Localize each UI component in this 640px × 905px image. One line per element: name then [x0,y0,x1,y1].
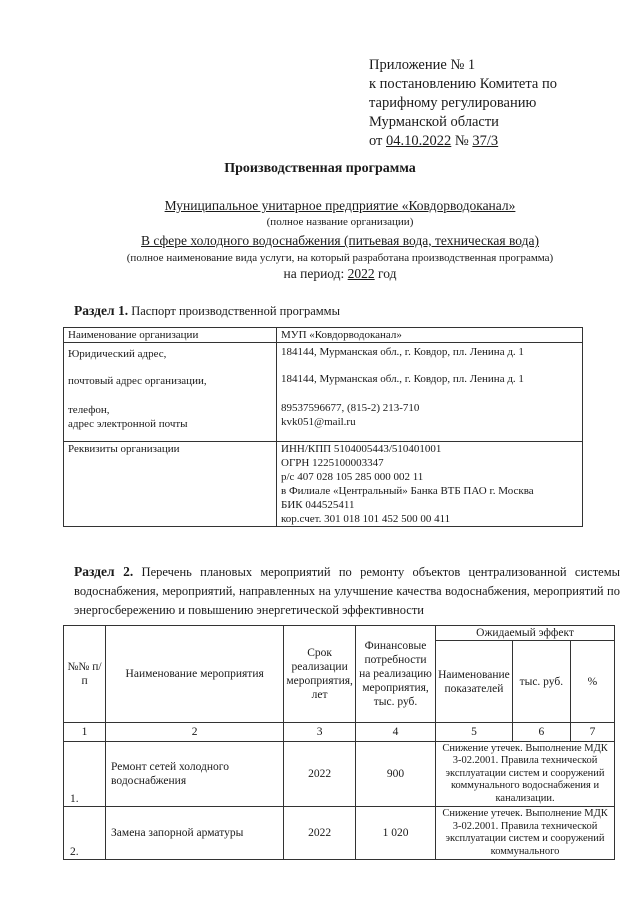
annex-line: Мурманской области [369,114,499,130]
req-rs: р/с 407 028 105 285 000 002 11 [281,471,424,483]
annex-block [369,56,619,151]
email-label: адрес электронной почты [68,418,188,430]
requisites-value [277,442,583,527]
header-effect-name: Наименование показателей [436,641,513,723]
row-num: 1. [64,742,106,807]
header-name: Наименование мероприятия [106,626,284,723]
section1-title: Паспорт производственной программы [131,304,340,318]
org-name-line [60,198,620,214]
postal-label: почтовый адрес организации, [68,375,207,387]
req-bank: в Филиале «Центральный» Банка ВТБ ПАО г. Москва [281,485,534,497]
requisites-label: Реквизиты организации [64,442,277,527]
table-row [64,442,583,527]
annex-line: к постановлению Комитета по [369,76,557,92]
service-line [60,233,620,249]
annex-line: тарифному регулированию [369,95,537,111]
col-number: 3 [284,723,356,742]
header-effect: Ожидаемый эффект [436,626,615,641]
annex-number-prefix: № [451,133,473,149]
org-label: Наименование организации [64,328,277,343]
req-inn: ИНН/КПП 5104005443/510401001 [281,443,442,455]
legal-value: 184144, Мурманская обл., г. Ковдор, пл. Ленина д. 1 [281,346,524,358]
header-effect-pct: % [570,641,614,723]
section2-text: Перечень плановых мероприятий по ремонту объектов централизованной системы водоснабжения, мероприятий, направленных на улучшение качества водоснабжения, мероприятий по энергосбережению и повышению энергетической эффективности [74,565,621,617]
table-row [64,742,615,807]
period-prefix: на период: [283,266,348,281]
col-number: 4 [355,723,435,742]
table-row [64,328,583,343]
table-header-row [64,626,615,641]
org-name-note: (полное название организации) [266,216,414,228]
section1-heading [74,303,340,319]
row-term: 2022 [284,742,356,807]
req-ogrn: ОГРН 1225100003347 [281,457,384,469]
annex-line: Приложение № 1 [369,57,476,73]
period-suffix: год [374,266,397,281]
table-row [64,343,583,442]
section1-label: Раздел 1. [74,303,129,318]
header-term: Срок реализации мероприятия, лет [284,626,356,723]
service-name: В сфере холодного водоснабжения (питьевая вода, техническая вода) [141,233,539,248]
postal-value: 184144, Мурманская обл., г. Ковдор, пл. Ленина д. 1 [281,373,524,385]
row-finance: 900 [355,742,435,807]
column-number-row [64,723,615,742]
annex-date: 04.10.2022 [386,133,452,149]
period-line [60,266,620,282]
document-title: Производственная программа [224,161,416,176]
annex-number: 37/3 [472,133,499,149]
col-number: 6 [512,723,570,742]
row-effect: Снижение утечек. Выполнение МДК 3-02.2001. Правила технической эксплуатации систем и сооружений коммунального [436,807,615,860]
table-row [64,807,615,860]
req-bik: БИК 044525411 [281,499,355,511]
phone-label: телефон, [68,404,110,416]
row-effect: Снижение утечек. Выполнение МДК 3-02.2001. Правила технической эксплуатации систем и сооружений коммунального водоснабжения и канализации. [436,742,615,807]
col-number: 2 [106,723,284,742]
col-number: 5 [436,723,513,742]
section2-label: Раздел 2. [74,564,134,579]
legal-label: Юридический адрес, [68,348,167,360]
row-finance: 1 020 [355,807,435,860]
email-value: kvk051@mail.ru [281,416,356,428]
section2-heading [74,562,620,620]
header-num: №№ п/п [64,626,106,723]
phone-value: 89537596677, (815-2) 213-710 [281,402,420,414]
passport-table [63,327,583,527]
row-name: Ремонт сетей холодного водоснабжения [106,742,284,807]
row-num: 2. [64,807,106,860]
header-effect-rub: тыс. руб. [512,641,570,723]
org-value: МУП «Ковдорводоканал» [277,328,583,343]
org-name: Муниципальное унитарное предприятие «Ковдорводоканал» [164,198,516,213]
col-number: 7 [570,723,614,742]
annex-date-prefix: от [369,133,387,149]
row-term: 2022 [284,807,356,860]
annex-date-line [369,132,619,151]
col-number: 1 [64,723,106,742]
row-name: Замена запорной арматуры [106,807,284,860]
measures-table [63,625,615,860]
contact-values [277,343,583,442]
header-finance: Финансовые потребности на реализацию мероприятия, тыс. руб. [355,626,435,723]
service-note: (полное наименование вида услуги, на который разработана производственная программа) [126,252,554,264]
contact-labels [64,343,277,442]
period-year: 2022 [347,266,375,281]
req-ks: кор.счет. 301 018 101 452 500 00 411 [281,513,451,525]
